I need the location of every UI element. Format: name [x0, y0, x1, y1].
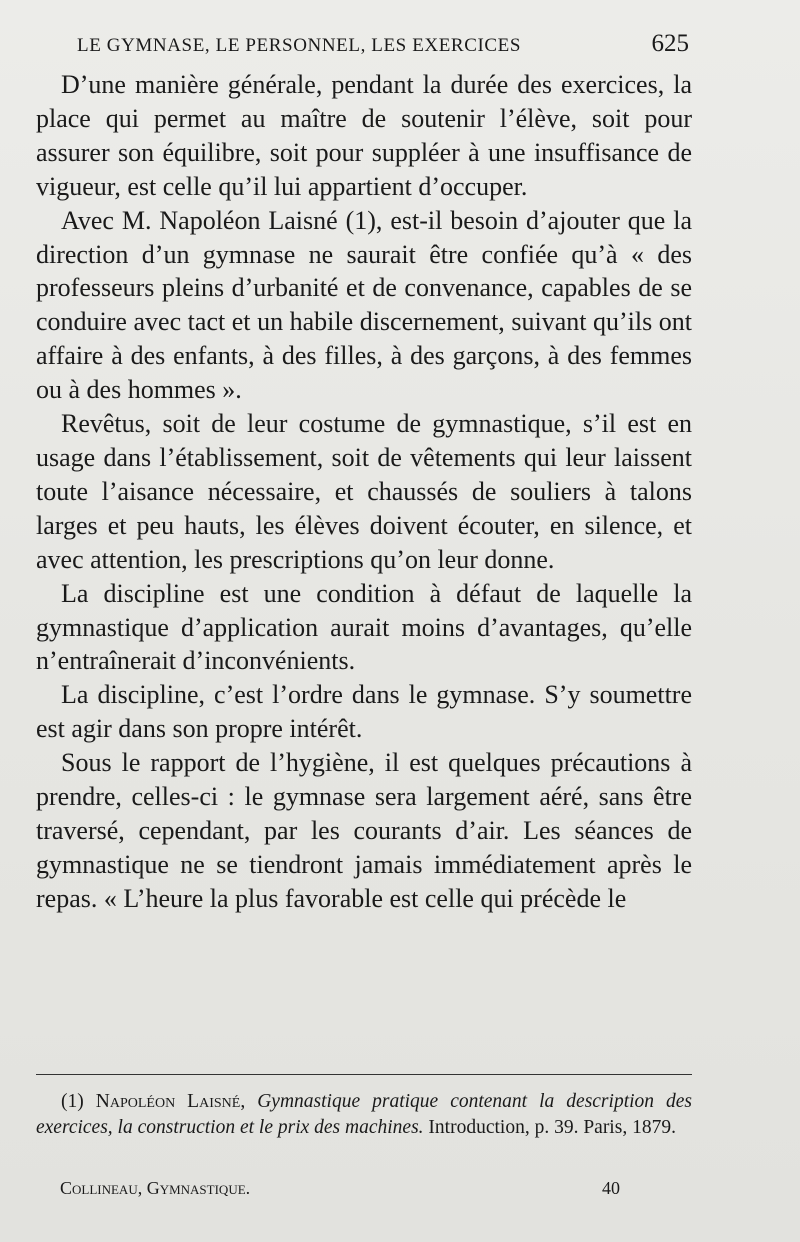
paragraph: La discipline, c’est l’ordre dans le gymnase. S’y soumettre est agir dans son propre intérêt. [36, 680, 692, 744]
paragraph: D’une manière générale, pendant la durée des exercices, la place qui permet au maître de soutenir l’élève, soit pour assurer son équilibre, soit pour suppléer à une insuffisance de vigueur, est celle qu’il lui appartient d’occuper. [36, 70, 692, 201]
signature-number: 40 [602, 1178, 620, 1198]
footnote-text [36, 1089, 692, 1141]
paragraph: Avec M. Napoléon Laisné (1), est-il besoin d’ajouter que la direction d’un gymnase ne saurait être confiée qu’à « des professeurs pleins d’urbanité et de convenance, capables de se conduire avec tact et un habile discernement, suivant qu’ils ont affaire à des enfants, à des filles, à des garçons, à des femmes ou à des hommes ». [36, 205, 692, 405]
paragraph: Revêtus, soit de leur costume de gymnastique, s’il est en usage dans l’établissement, soit de vêtements qui leur laissent toute l’aisance nécessaire, et chaussés de souliers à talons larges et peu hauts, les élèves doivent écouter, en silence, et avec attention, les prescriptions qu’on leur donne. [36, 409, 692, 574]
page-header [77, 30, 689, 64]
footnote-reference: Introduction, p. 39. Paris, 1879. [428, 1117, 676, 1138]
printer-signature [60, 1178, 620, 1199]
footnote-marker: (1) [61, 1091, 84, 1112]
signature-label: Collineau, Gymnastique. [60, 1178, 251, 1198]
footnote-title: Gymnastique pratique contenant la description des exercices, la construction et le prix des machines. [36, 1091, 693, 1138]
running-head: LE GYMNASE, LE PERSONNEL, LES EXERCICES [77, 35, 522, 56]
footnote-author: Napoléon Laisné, [95, 1091, 246, 1112]
page-number: 625 [651, 30, 689, 57]
footnote-separator [36, 1074, 692, 1075]
paragraph: Sous le rapport de l’hygiène, il est quelques précautions à prendre, celles-ci : le gymnase sera largement aéré, sans être traversé, cependant, par les courants d’air. Les séances de gymnastique ne se tiendront jamais immédiatement après le repas. « L’heure la plus favorable est celle qui précède le [36, 748, 692, 913]
footnote [36, 1089, 692, 1141]
paragraph: La discipline est une condition à défaut de laquelle la gymnastique d’application aurait moins d’avantages, qu’elle n’entraînerait d’inconvénients. [36, 578, 692, 676]
body-text [36, 68, 692, 916]
